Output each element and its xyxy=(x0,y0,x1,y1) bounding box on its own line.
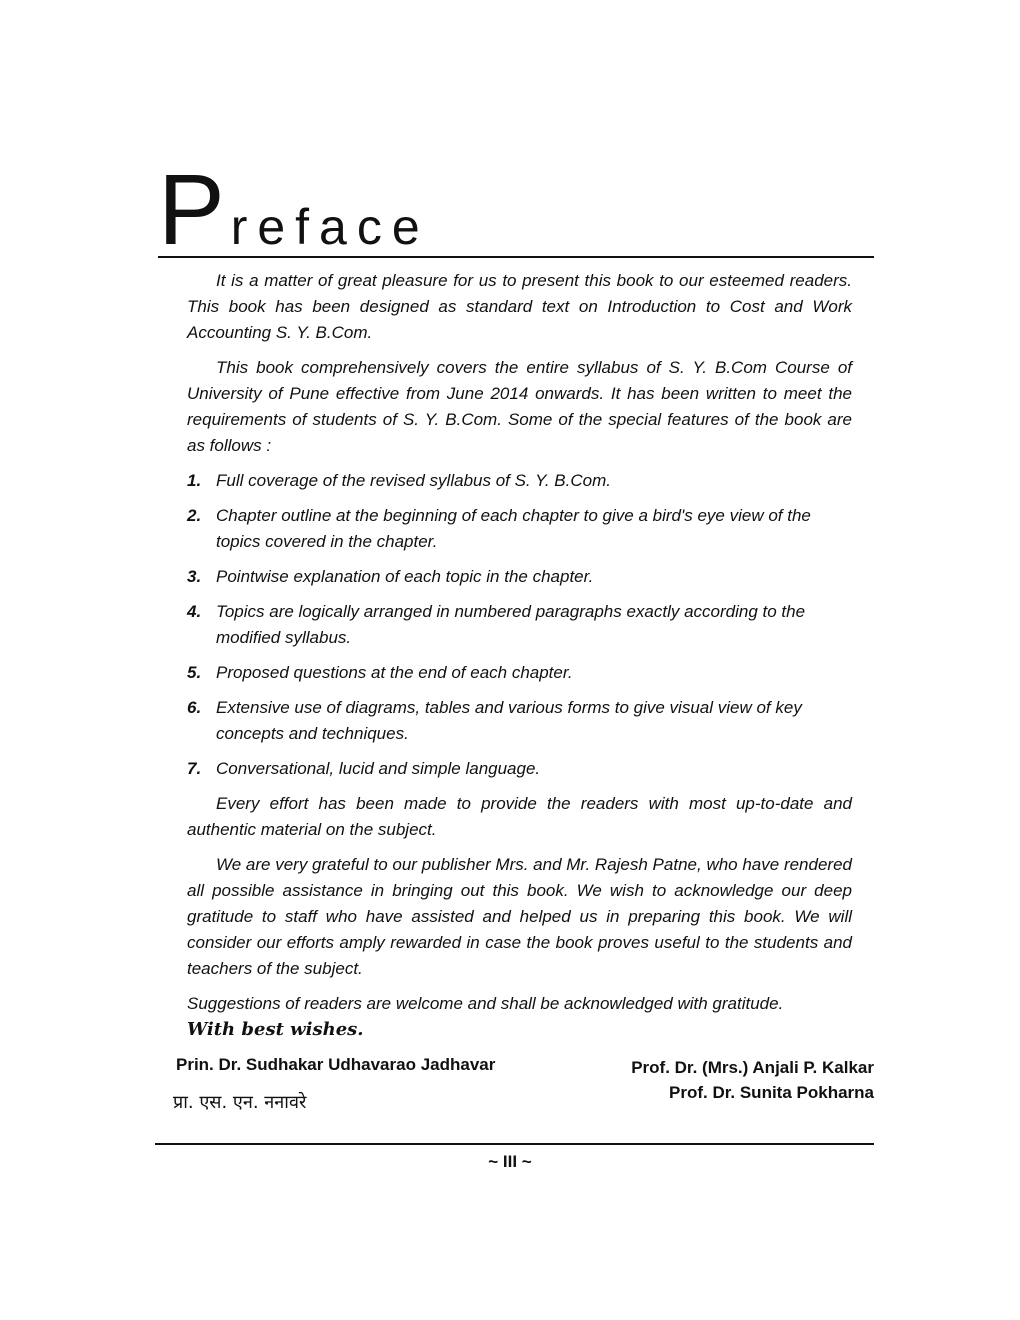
footer-rule xyxy=(155,1143,874,1145)
list-number: 4. xyxy=(187,602,202,621)
list-text: Topics are logically arranged in numbered paragraphs exactly according to the modified syllabus. xyxy=(216,602,806,647)
features-list xyxy=(187,468,852,782)
closing-paragraph-2: We are very grateful to our publisher Mrs. and Mr. Rajesh Patne, who have rendered all possible assistance in bringing out this book. We wish to acknowledge our deep gratitude to staff who have assisted and helped us in preparing this book. We will consider our efforts amply rewarded in case the book proves useful to the students and teachers of the subject. xyxy=(187,855,852,978)
list-number: 1. xyxy=(187,471,202,490)
list-number: 6. xyxy=(187,698,202,717)
intro-paragraph-2: This book comprehensively covers the entire syllabus of S. Y. B.Com Course of University of Pune effective from June 2014 onwards. It has been written to meet the requirements of students of S. Y. B.Com. Some of the special features of the book are as follows : xyxy=(187,358,852,455)
list-text: Conversational, lucid and simple language. xyxy=(216,759,541,778)
title-underline xyxy=(158,256,874,258)
intro-paragraph-1: It is a matter of great pleasure for us to present this book to our esteemed readers. This book has been designed as standard text on Introduction to Cost and Work Accounting S. Y. B.Com. xyxy=(187,271,852,342)
list-number: 3. xyxy=(187,567,202,586)
list-item xyxy=(187,695,852,747)
signatory-right-2: Prof. Dr. Sunita Pokharna xyxy=(669,1083,874,1102)
signatory-left: Prin. Dr. Sudhakar Udhavarao Jadhavar xyxy=(176,1055,496,1074)
title-initial: P xyxy=(158,154,231,266)
title-rest: reface xyxy=(230,199,430,255)
list-text: Pointwise explanation of each topic in the chapter. xyxy=(216,567,594,586)
list-item xyxy=(187,599,852,651)
preface-body xyxy=(187,268,852,1026)
signatory-right-1: Prof. Dr. (Mrs.) Anjali P. Kalkar xyxy=(631,1058,874,1077)
list-number: 2. xyxy=(187,506,202,525)
list-item xyxy=(187,756,852,782)
page-title xyxy=(158,154,430,266)
list-number: 5. xyxy=(187,663,202,682)
suggestion-line: Suggestions of readers are welcome and shall be acknowledged with gratitude. xyxy=(187,994,784,1013)
list-number: 7. xyxy=(187,759,202,778)
sign-off: With best wishes. xyxy=(187,1019,364,1040)
list-text: Chapter outline at the beginning of each chapter to give a bird's eye view of the topics covered in the chapter. xyxy=(216,506,811,551)
list-item xyxy=(187,468,852,494)
list-item xyxy=(187,503,852,555)
list-text: Extensive use of diagrams, tables and various forms to give visual view of key concepts and techniques. xyxy=(216,698,802,743)
signatories-right xyxy=(631,1055,874,1105)
closing-paragraph-1: Every effort has been made to provide the readers with most up-to-date and authentic material on the subject. xyxy=(187,794,852,839)
page-number: ~ III ~ xyxy=(488,1152,532,1171)
signatory-hindi: प्रा. एस. एन. ननावरे xyxy=(173,1092,307,1113)
list-text: Full coverage of the revised syllabus of S. Y. B.Com. xyxy=(216,471,611,490)
list-text: Proposed questions at the end of each chapter. xyxy=(216,663,573,682)
list-item xyxy=(187,564,852,590)
list-item xyxy=(187,660,852,686)
